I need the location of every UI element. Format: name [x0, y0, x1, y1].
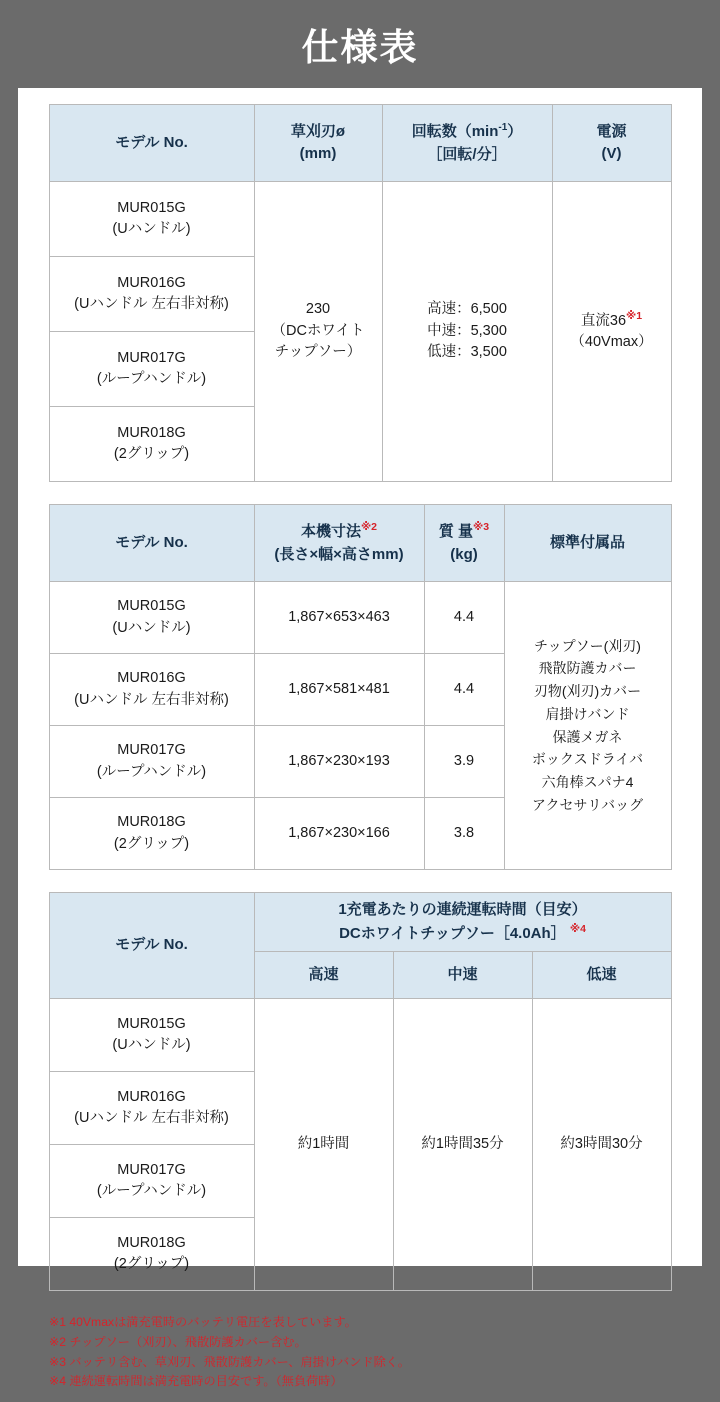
page-title: 仕様表 — [301, 27, 419, 68]
model-cell: MUR015G (Uハンドル) — [49, 999, 254, 1072]
model-cell: MUR015G (Uハンドル) — [49, 182, 254, 257]
dimension-cell: 1,867×230×166 — [254, 798, 424, 870]
table-header-row — [49, 105, 671, 182]
header-accessories: 標準付属品 — [504, 505, 671, 582]
footnote-4: ※4 連続運転時間は満充電時の目安です。（無負荷時） — [49, 1374, 343, 1389]
model-cell: MUR016G (Uハンドル 左右非対称) — [49, 1072, 254, 1145]
runtime-mid-cell: 約1時間35分 — [393, 999, 532, 1291]
table-row — [49, 182, 671, 257]
weight-cell: 4.4 — [424, 654, 504, 726]
header-speed-low: 低速 — [532, 952, 671, 999]
dimension-cell: 1,867×230×193 — [254, 726, 424, 798]
header-model: モデル No. — [49, 893, 254, 999]
weight-cell: 4.4 — [424, 582, 504, 654]
header-blade-diameter: 草刈刃ø (mm) — [254, 105, 382, 182]
spec-table-2 — [49, 504, 672, 870]
model-cell: MUR017G (ループハンドル) — [49, 1145, 254, 1218]
header-runtime: 1充電あたりの連続運転時間（目安） DCホワイトチップソー［4.0Ah］ $^{※4}$ — [254, 893, 671, 952]
header-speed-mid: 中速 — [393, 952, 532, 999]
model-cell: MUR018G (2グリップ) — [49, 798, 254, 870]
header-model: モデル No. — [49, 105, 254, 182]
spec-sheet — [18, 88, 702, 1389]
model-cell: MUR016G (Uハンドル 左右非対称) — [49, 654, 254, 726]
header-speed-high: 高速 — [254, 952, 393, 999]
spec-table-1 — [49, 104, 672, 482]
rpm-cell: 高速：6,500 中速：5,300 低速：3,500 — [382, 182, 552, 482]
header-dimensions: 本機寸法$^{※2}$ (長さ×幅×高さmm) — [254, 505, 424, 582]
runtime-high-cell: 約1時間 — [254, 999, 393, 1291]
spec-table-1-wrapper — [40, 104, 680, 482]
table-header-row — [49, 893, 671, 952]
weight-cell: 3.8 — [424, 798, 504, 870]
header-rpm: 回転数$(\min^{-1})$ ［回転/分］ — [382, 105, 552, 182]
model-cell: MUR015G (Uハンドル) — [49, 582, 254, 654]
footnote-1: ※1 40Vmaxは満充電時のバッテリ電圧を表しています。 — [49, 1315, 357, 1329]
footnote-2: ※2 チップソー（刈刃）、飛散防護カバー含む。 — [49, 1334, 307, 1349]
table-row — [49, 999, 671, 1072]
dimension-cell: 1,867×581×481 — [254, 654, 424, 726]
title-bar — [0, 0, 720, 88]
spec-table-3-wrapper — [40, 892, 680, 1291]
header-power: 電源 (V) — [552, 105, 671, 182]
footnote-3: ※3 バッテリ含む、草刈刃、飛散防護カバー、肩掛けバンド除く。 — [49, 1354, 410, 1369]
footnotes — [49, 1313, 671, 1392]
table-row — [49, 582, 671, 654]
weight-cell: 3.9 — [424, 726, 504, 798]
runtime-table — [49, 892, 672, 1291]
runtime-low-cell: 約3時間30分 — [532, 999, 671, 1291]
model-cell: MUR018G (2グリップ) — [49, 1218, 254, 1291]
power-cell: 直流36$^{※1}$ （40Vmax） — [552, 182, 671, 482]
table-header-row — [49, 505, 671, 582]
model-cell: MUR017G (ループハンドル) — [49, 726, 254, 798]
spec-table-2-wrapper — [40, 504, 680, 870]
header-model: モデル No. — [49, 505, 254, 582]
header-weight: 質 量$^{※3}$ (kg) — [424, 505, 504, 582]
dimension-cell: 1,867×653×463 — [254, 582, 424, 654]
model-cell: MUR016G (Uハンドル 左右非対称) — [49, 257, 254, 332]
accessories-cell: チップソー(刈刃) 飛散防護カバー 刃物(刈刃)カバー 肩掛けバンド 保護メガネ ボックスドライバ 六角棒スパナ4 アクセサリバッグ — [504, 582, 671, 870]
model-cell: MUR017G (ループハンドル) — [49, 332, 254, 407]
model-cell: MUR018G (2グリップ) — [49, 407, 254, 482]
blade-diameter-cell: 230 （DCホワイト チップソー） — [254, 182, 382, 482]
